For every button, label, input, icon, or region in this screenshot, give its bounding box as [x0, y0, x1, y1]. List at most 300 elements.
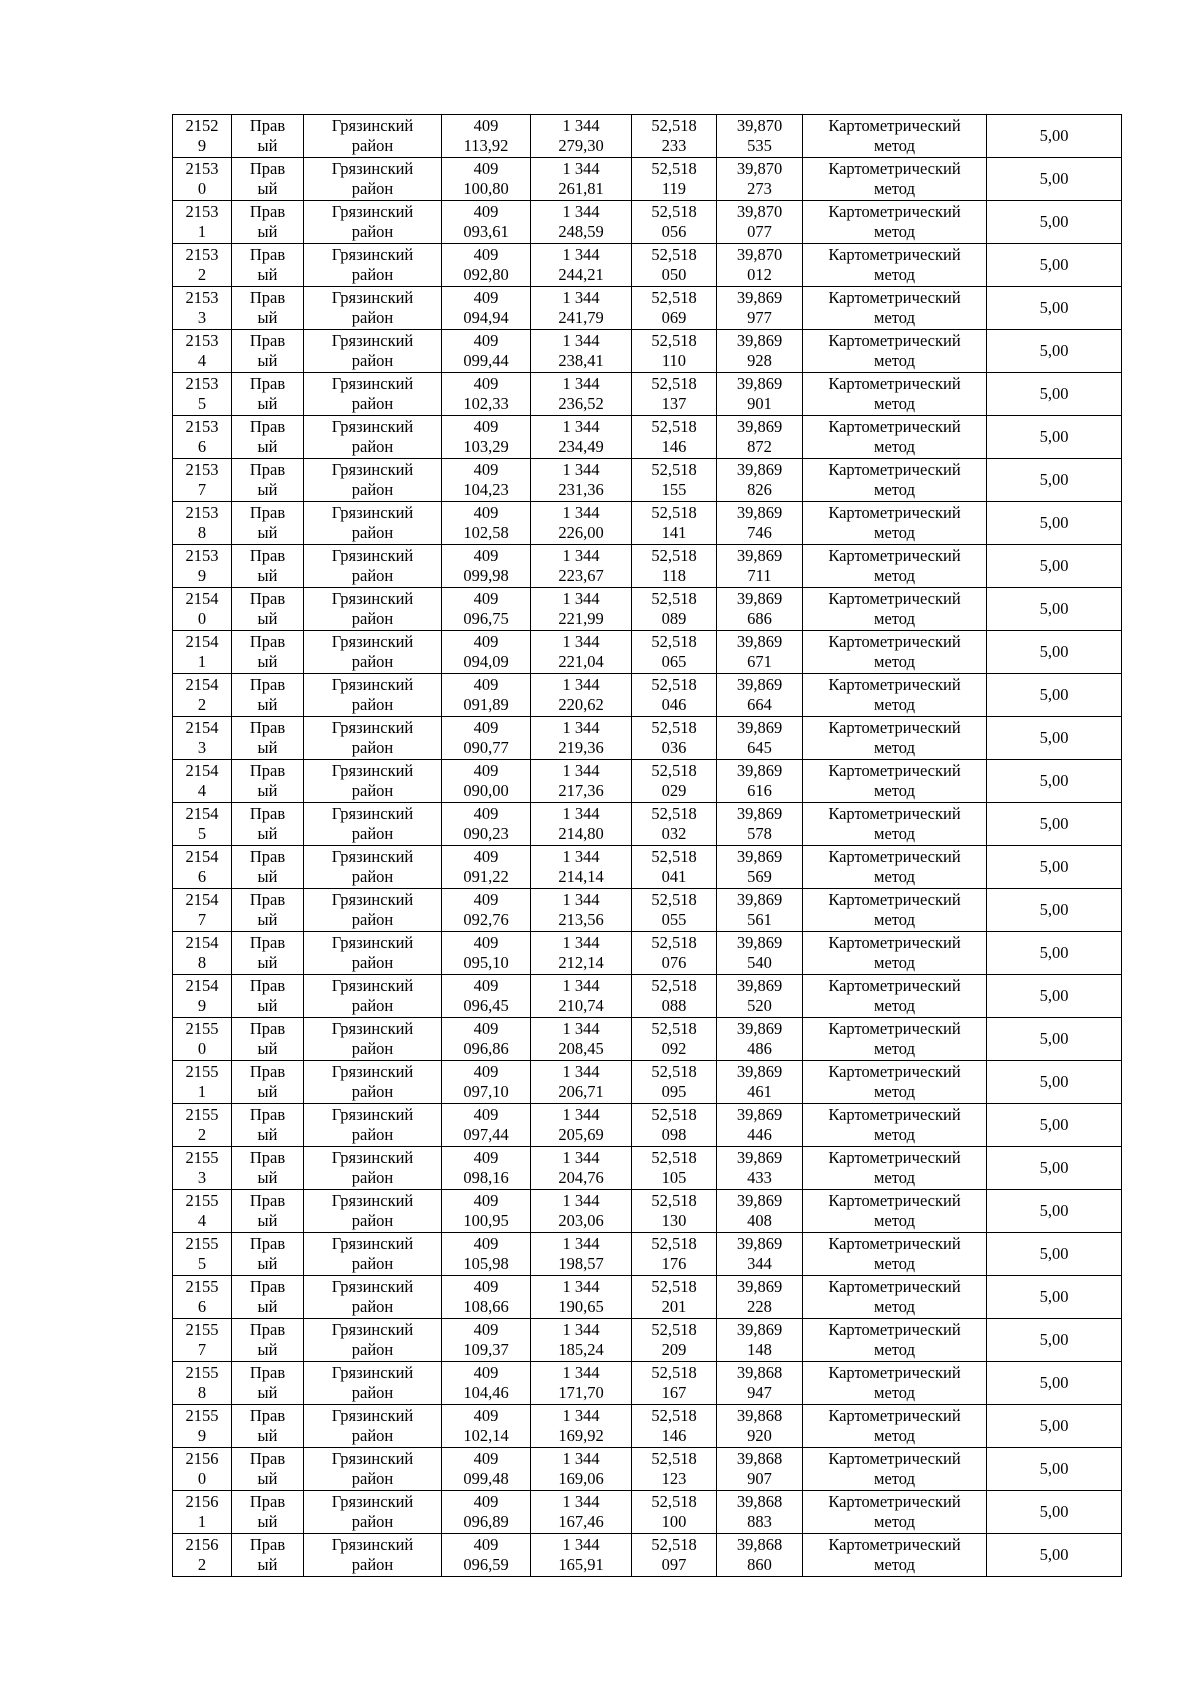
method-cell: Картометрический метод: [803, 1491, 987, 1534]
method-cell: Картометрический метод: [803, 1319, 987, 1362]
point-number-cell: 2155 2: [173, 1104, 232, 1147]
table-row: [173, 674, 1122, 717]
y-coordinate-cell: 1 344 171,70: [531, 1362, 632, 1405]
accuracy-cell: 5,00: [987, 846, 1122, 889]
y-coordinate-cell: 1 344 217,36: [531, 760, 632, 803]
x-coordinate-cell: 409 097,10: [442, 1061, 531, 1104]
longitude-cell: 39,869 344: [717, 1233, 803, 1276]
x-coordinate-cell: 409 095,10: [442, 932, 531, 975]
table-row: [173, 1362, 1122, 1405]
method-cell: Картометрический метод: [803, 1534, 987, 1577]
table-row: [173, 244, 1122, 287]
method-cell: Картометрический метод: [803, 889, 987, 932]
accuracy-cell: 5,00: [987, 287, 1122, 330]
longitude-cell: 39,868 920: [717, 1405, 803, 1448]
x-coordinate-cell: 409 096,89: [442, 1491, 531, 1534]
bank-side-cell: Прав ый: [232, 1534, 304, 1577]
district-cell: Грязинский район: [304, 373, 442, 416]
x-coordinate-cell: 409 113,92: [442, 115, 531, 158]
district-cell: Грязинский район: [304, 932, 442, 975]
x-coordinate-cell: 409 092,76: [442, 889, 531, 932]
latitude-cell: 52,518 056: [632, 201, 717, 244]
district-cell: Грязинский район: [304, 287, 442, 330]
accuracy-cell: 5,00: [987, 201, 1122, 244]
x-coordinate-cell: 409 098,16: [442, 1147, 531, 1190]
method-cell: Картометрический метод: [803, 373, 987, 416]
accuracy-cell: 5,00: [987, 932, 1122, 975]
latitude-cell: 52,518 146: [632, 1405, 717, 1448]
district-cell: Грязинский район: [304, 1448, 442, 1491]
y-coordinate-cell: 1 344 241,79: [531, 287, 632, 330]
longitude-cell: 39,869 520: [717, 975, 803, 1018]
method-cell: Картометрический метод: [803, 1276, 987, 1319]
accuracy-cell: 5,00: [987, 1061, 1122, 1104]
coordinates-table: [172, 114, 1122, 1577]
method-cell: Картометрический метод: [803, 1104, 987, 1147]
bank-side-cell: Прав ый: [232, 1190, 304, 1233]
point-number-cell: 2154 3: [173, 717, 232, 760]
point-number-cell: 2154 7: [173, 889, 232, 932]
district-cell: Грязинский район: [304, 1233, 442, 1276]
y-coordinate-cell: 1 344 231,36: [531, 459, 632, 502]
longitude-cell: 39,869 569: [717, 846, 803, 889]
district-cell: Грязинский район: [304, 1362, 442, 1405]
method-cell: Картометрический метод: [803, 545, 987, 588]
x-coordinate-cell: 409 096,45: [442, 975, 531, 1018]
x-coordinate-cell: 409 100,80: [442, 158, 531, 201]
latitude-cell: 52,518 076: [632, 932, 717, 975]
point-number-cell: 2153 7: [173, 459, 232, 502]
table-row: [173, 1061, 1122, 1104]
x-coordinate-cell: 409 090,77: [442, 717, 531, 760]
district-cell: Грязинский район: [304, 631, 442, 674]
table-row: [173, 1190, 1122, 1233]
longitude-cell: 39,868 860: [717, 1534, 803, 1577]
table-row: [173, 588, 1122, 631]
bank-side-cell: Прав ый: [232, 803, 304, 846]
x-coordinate-cell: 409 109,37: [442, 1319, 531, 1362]
point-number-cell: 2153 4: [173, 330, 232, 373]
method-cell: Картометрический метод: [803, 1147, 987, 1190]
bank-side-cell: Прав ый: [232, 1448, 304, 1491]
point-number-cell: 2153 0: [173, 158, 232, 201]
district-cell: Грязинский район: [304, 803, 442, 846]
accuracy-cell: 5,00: [987, 975, 1122, 1018]
y-coordinate-cell: 1 344 167,46: [531, 1491, 632, 1534]
latitude-cell: 52,518 176: [632, 1233, 717, 1276]
bank-side-cell: Прав ый: [232, 760, 304, 803]
x-coordinate-cell: 409 102,58: [442, 502, 531, 545]
bank-side-cell: Прав ый: [232, 674, 304, 717]
point-number-cell: 2153 9: [173, 545, 232, 588]
bank-side-cell: Прав ый: [232, 459, 304, 502]
table-row: [173, 330, 1122, 373]
method-cell: Картометрический метод: [803, 803, 987, 846]
y-coordinate-cell: 1 344 279,30: [531, 115, 632, 158]
bank-side-cell: Прав ый: [232, 244, 304, 287]
bank-side-cell: Прав ый: [232, 1405, 304, 1448]
point-number-cell: 2155 0: [173, 1018, 232, 1061]
latitude-cell: 52,518 069: [632, 287, 717, 330]
method-cell: Картометрический метод: [803, 416, 987, 459]
method-cell: Картометрический метод: [803, 1061, 987, 1104]
bank-side-cell: Прав ый: [232, 975, 304, 1018]
longitude-cell: 39,869 977: [717, 287, 803, 330]
point-number-cell: 2154 2: [173, 674, 232, 717]
y-coordinate-cell: 1 344 214,80: [531, 803, 632, 846]
district-cell: Грязинский район: [304, 975, 442, 1018]
point-number-cell: 2154 4: [173, 760, 232, 803]
point-number-cell: 2154 6: [173, 846, 232, 889]
accuracy-cell: 5,00: [987, 459, 1122, 502]
table-row: [173, 803, 1122, 846]
point-number-cell: 2155 9: [173, 1405, 232, 1448]
accuracy-cell: 5,00: [987, 1104, 1122, 1147]
bank-side-cell: Прав ый: [232, 287, 304, 330]
table-row: [173, 1104, 1122, 1147]
longitude-cell: 39,868 883: [717, 1491, 803, 1534]
latitude-cell: 52,518 146: [632, 416, 717, 459]
y-coordinate-cell: 1 344 261,81: [531, 158, 632, 201]
point-number-cell: 2155 1: [173, 1061, 232, 1104]
bank-side-cell: Прав ый: [232, 1061, 304, 1104]
y-coordinate-cell: 1 344 213,56: [531, 889, 632, 932]
method-cell: Картометрический метод: [803, 1190, 987, 1233]
y-coordinate-cell: 1 344 220,62: [531, 674, 632, 717]
longitude-cell: 39,869 664: [717, 674, 803, 717]
method-cell: Картометрический метод: [803, 975, 987, 1018]
bank-side-cell: Прав ый: [232, 717, 304, 760]
latitude-cell: 52,518 098: [632, 1104, 717, 1147]
latitude-cell: 52,518 100: [632, 1491, 717, 1534]
latitude-cell: 52,518 137: [632, 373, 717, 416]
accuracy-cell: 5,00: [987, 889, 1122, 932]
y-coordinate-cell: 1 344 248,59: [531, 201, 632, 244]
y-coordinate-cell: 1 344 205,69: [531, 1104, 632, 1147]
latitude-cell: 52,518 201: [632, 1276, 717, 1319]
bank-side-cell: Прав ый: [232, 330, 304, 373]
x-coordinate-cell: 409 096,59: [442, 1534, 531, 1577]
table-row: [173, 932, 1122, 975]
method-cell: Картометрический метод: [803, 674, 987, 717]
district-cell: Грязинский район: [304, 545, 442, 588]
longitude-cell: 39,869 901: [717, 373, 803, 416]
method-cell: Картометрический метод: [803, 158, 987, 201]
bank-side-cell: Прав ый: [232, 1319, 304, 1362]
accuracy-cell: 5,00: [987, 1319, 1122, 1362]
y-coordinate-cell: 1 344 185,24: [531, 1319, 632, 1362]
table-row: [173, 631, 1122, 674]
table-row: [173, 975, 1122, 1018]
latitude-cell: 52,518 036: [632, 717, 717, 760]
longitude-cell: 39,869 645: [717, 717, 803, 760]
longitude-cell: 39,869 872: [717, 416, 803, 459]
method-cell: Картометрический метод: [803, 1448, 987, 1491]
table-row: [173, 846, 1122, 889]
table-body: [173, 115, 1122, 1577]
point-number-cell: 2155 8: [173, 1362, 232, 1405]
x-coordinate-cell: 409 099,98: [442, 545, 531, 588]
x-coordinate-cell: 409 100,95: [442, 1190, 531, 1233]
district-cell: Грязинский район: [304, 1405, 442, 1448]
method-cell: Картометрический метод: [803, 760, 987, 803]
longitude-cell: 39,869 711: [717, 545, 803, 588]
table-row: [173, 1018, 1122, 1061]
table-row: [173, 760, 1122, 803]
table-row: [173, 1405, 1122, 1448]
y-coordinate-cell: 1 344 234,49: [531, 416, 632, 459]
x-coordinate-cell: 409 104,46: [442, 1362, 531, 1405]
point-number-cell: 2154 0: [173, 588, 232, 631]
bank-side-cell: Прав ый: [232, 201, 304, 244]
method-cell: Картометрический метод: [803, 1362, 987, 1405]
latitude-cell: 52,518 029: [632, 760, 717, 803]
district-cell: Грязинский район: [304, 1104, 442, 1147]
latitude-cell: 52,518 167: [632, 1362, 717, 1405]
x-coordinate-cell: 409 102,14: [442, 1405, 531, 1448]
district-cell: Грязинский район: [304, 1018, 442, 1061]
table-row: [173, 1233, 1122, 1276]
x-coordinate-cell: 409 091,22: [442, 846, 531, 889]
x-coordinate-cell: 409 108,66: [442, 1276, 531, 1319]
point-number-cell: 2154 9: [173, 975, 232, 1018]
point-number-cell: 2155 5: [173, 1233, 232, 1276]
bank-side-cell: Прав ый: [232, 1147, 304, 1190]
latitude-cell: 52,518 088: [632, 975, 717, 1018]
district-cell: Грязинский район: [304, 1147, 442, 1190]
accuracy-cell: 5,00: [987, 588, 1122, 631]
y-coordinate-cell: 1 344 223,67: [531, 545, 632, 588]
bank-side-cell: Прав ый: [232, 373, 304, 416]
longitude-cell: 39,869 561: [717, 889, 803, 932]
longitude-cell: 39,869 148: [717, 1319, 803, 1362]
district-cell: Грязинский район: [304, 588, 442, 631]
district-cell: Грязинский район: [304, 416, 442, 459]
x-coordinate-cell: 409 097,44: [442, 1104, 531, 1147]
table-row: [173, 717, 1122, 760]
table-row: [173, 158, 1122, 201]
district-cell: Грязинский район: [304, 244, 442, 287]
point-number-cell: 2154 5: [173, 803, 232, 846]
district-cell: Грязинский район: [304, 1061, 442, 1104]
accuracy-cell: 5,00: [987, 502, 1122, 545]
point-number-cell: 2154 8: [173, 932, 232, 975]
y-coordinate-cell: 1 344 214,14: [531, 846, 632, 889]
longitude-cell: 39,869 826: [717, 459, 803, 502]
table-row: [173, 201, 1122, 244]
bank-side-cell: Прав ый: [232, 158, 304, 201]
district-cell: Грязинский район: [304, 330, 442, 373]
accuracy-cell: 5,00: [987, 373, 1122, 416]
y-coordinate-cell: 1 344 206,71: [531, 1061, 632, 1104]
table-row: [173, 373, 1122, 416]
x-coordinate-cell: 409 096,75: [442, 588, 531, 631]
x-coordinate-cell: 409 099,48: [442, 1448, 531, 1491]
y-coordinate-cell: 1 344 190,65: [531, 1276, 632, 1319]
x-coordinate-cell: 409 091,89: [442, 674, 531, 717]
table-row: [173, 1319, 1122, 1362]
accuracy-cell: 5,00: [987, 1405, 1122, 1448]
latitude-cell: 52,518 041: [632, 846, 717, 889]
bank-side-cell: Прав ый: [232, 846, 304, 889]
accuracy-cell: 5,00: [987, 631, 1122, 674]
bank-side-cell: Прав ый: [232, 1233, 304, 1276]
accuracy-cell: 5,00: [987, 674, 1122, 717]
latitude-cell: 52,518 050: [632, 244, 717, 287]
district-cell: Грязинский район: [304, 502, 442, 545]
x-coordinate-cell: 409 092,80: [442, 244, 531, 287]
method-cell: Картометрический метод: [803, 287, 987, 330]
accuracy-cell: 5,00: [987, 244, 1122, 287]
bank-side-cell: Прав ый: [232, 1491, 304, 1534]
bank-side-cell: Прав ый: [232, 1018, 304, 1061]
table-row: [173, 502, 1122, 545]
y-coordinate-cell: 1 344 226,00: [531, 502, 632, 545]
longitude-cell: 39,869 686: [717, 588, 803, 631]
accuracy-cell: 5,00: [987, 1448, 1122, 1491]
x-coordinate-cell: 409 096,86: [442, 1018, 531, 1061]
table-row: [173, 889, 1122, 932]
point-number-cell: 2154 1: [173, 631, 232, 674]
point-number-cell: 2153 5: [173, 373, 232, 416]
y-coordinate-cell: 1 344 212,14: [531, 932, 632, 975]
y-coordinate-cell: 1 344 244,21: [531, 244, 632, 287]
district-cell: Грязинский район: [304, 717, 442, 760]
district-cell: Грязинский район: [304, 158, 442, 201]
method-cell: Картометрический метод: [803, 631, 987, 674]
longitude-cell: 39,870 535: [717, 115, 803, 158]
longitude-cell: 39,869 446: [717, 1104, 803, 1147]
bank-side-cell: Прав ый: [232, 889, 304, 932]
point-number-cell: 2155 4: [173, 1190, 232, 1233]
longitude-cell: 39,869 616: [717, 760, 803, 803]
y-coordinate-cell: 1 344 208,45: [531, 1018, 632, 1061]
x-coordinate-cell: 409 099,44: [442, 330, 531, 373]
x-coordinate-cell: 409 094,09: [442, 631, 531, 674]
y-coordinate-cell: 1 344 210,74: [531, 975, 632, 1018]
x-coordinate-cell: 409 093,61: [442, 201, 531, 244]
latitude-cell: 52,518 209: [632, 1319, 717, 1362]
accuracy-cell: 5,00: [987, 1534, 1122, 1577]
method-cell: Картометрический метод: [803, 1018, 987, 1061]
point-number-cell: 2155 7: [173, 1319, 232, 1362]
point-number-cell: 2153 3: [173, 287, 232, 330]
longitude-cell: 39,868 907: [717, 1448, 803, 1491]
latitude-cell: 52,518 089: [632, 588, 717, 631]
longitude-cell: 39,869 671: [717, 631, 803, 674]
bank-side-cell: Прав ый: [232, 588, 304, 631]
bank-side-cell: Прав ый: [232, 631, 304, 674]
bank-side-cell: Прав ый: [232, 932, 304, 975]
district-cell: Грязинский район: [304, 1491, 442, 1534]
method-cell: Картометрический метод: [803, 932, 987, 975]
method-cell: Картометрический метод: [803, 244, 987, 287]
latitude-cell: 52,518 055: [632, 889, 717, 932]
table-row: [173, 459, 1122, 502]
latitude-cell: 52,518 110: [632, 330, 717, 373]
accuracy-cell: 5,00: [987, 1491, 1122, 1534]
district-cell: Грязинский район: [304, 846, 442, 889]
bank-side-cell: Прав ый: [232, 1104, 304, 1147]
district-cell: Грязинский район: [304, 1276, 442, 1319]
accuracy-cell: 5,00: [987, 115, 1122, 158]
point-number-cell: 2156 2: [173, 1534, 232, 1577]
point-number-cell: 2155 3: [173, 1147, 232, 1190]
bank-side-cell: Прав ый: [232, 1362, 304, 1405]
table-row: [173, 1491, 1122, 1534]
accuracy-cell: 5,00: [987, 158, 1122, 201]
point-number-cell: 2152 9: [173, 115, 232, 158]
method-cell: Картометрический метод: [803, 846, 987, 889]
accuracy-cell: 5,00: [987, 1190, 1122, 1233]
method-cell: Картометрический метод: [803, 502, 987, 545]
table-row: [173, 115, 1122, 158]
point-number-cell: 2156 0: [173, 1448, 232, 1491]
district-cell: Грязинский район: [304, 674, 442, 717]
bank-side-cell: Прав ый: [232, 1276, 304, 1319]
longitude-cell: 39,869 486: [717, 1018, 803, 1061]
table-row: [173, 545, 1122, 588]
y-coordinate-cell: 1 344 221,04: [531, 631, 632, 674]
longitude-cell: 39,870 012: [717, 244, 803, 287]
bank-side-cell: Прав ый: [232, 115, 304, 158]
district-cell: Грязинский район: [304, 1319, 442, 1362]
table-row: [173, 416, 1122, 459]
latitude-cell: 52,518 233: [632, 115, 717, 158]
latitude-cell: 52,518 155: [632, 459, 717, 502]
bank-side-cell: Прав ый: [232, 545, 304, 588]
bank-side-cell: Прав ый: [232, 502, 304, 545]
y-coordinate-cell: 1 344 236,52: [531, 373, 632, 416]
method-cell: Картометрический метод: [803, 1233, 987, 1276]
latitude-cell: 52,518 130: [632, 1190, 717, 1233]
longitude-cell: 39,868 947: [717, 1362, 803, 1405]
method-cell: Картометрический метод: [803, 1405, 987, 1448]
method-cell: Картометрический метод: [803, 201, 987, 244]
y-coordinate-cell: 1 344 221,99: [531, 588, 632, 631]
accuracy-cell: 5,00: [987, 416, 1122, 459]
bank-side-cell: Прав ый: [232, 416, 304, 459]
accuracy-cell: 5,00: [987, 803, 1122, 846]
district-cell: Грязинский район: [304, 459, 442, 502]
y-coordinate-cell: 1 344 165,91: [531, 1534, 632, 1577]
latitude-cell: 52,518 119: [632, 158, 717, 201]
x-coordinate-cell: 409 103,29: [442, 416, 531, 459]
accuracy-cell: 5,00: [987, 545, 1122, 588]
latitude-cell: 52,518 141: [632, 502, 717, 545]
longitude-cell: 39,869 461: [717, 1061, 803, 1104]
table-row: [173, 1448, 1122, 1491]
x-coordinate-cell: 409 090,00: [442, 760, 531, 803]
point-number-cell: 2153 1: [173, 201, 232, 244]
district-cell: Грязинский район: [304, 1534, 442, 1577]
accuracy-cell: 5,00: [987, 330, 1122, 373]
longitude-cell: 39,869 578: [717, 803, 803, 846]
y-coordinate-cell: 1 344 169,92: [531, 1405, 632, 1448]
point-number-cell: 2156 1: [173, 1491, 232, 1534]
table-row: [173, 1276, 1122, 1319]
district-cell: Грязинский район: [304, 889, 442, 932]
y-coordinate-cell: 1 344 198,57: [531, 1233, 632, 1276]
x-coordinate-cell: 409 104,23: [442, 459, 531, 502]
latitude-cell: 52,518 105: [632, 1147, 717, 1190]
method-cell: Картометрический метод: [803, 330, 987, 373]
latitude-cell: 52,518 097: [632, 1534, 717, 1577]
table-row: [173, 1147, 1122, 1190]
latitude-cell: 52,518 095: [632, 1061, 717, 1104]
accuracy-cell: 5,00: [987, 1018, 1122, 1061]
y-coordinate-cell: 1 344 238,41: [531, 330, 632, 373]
